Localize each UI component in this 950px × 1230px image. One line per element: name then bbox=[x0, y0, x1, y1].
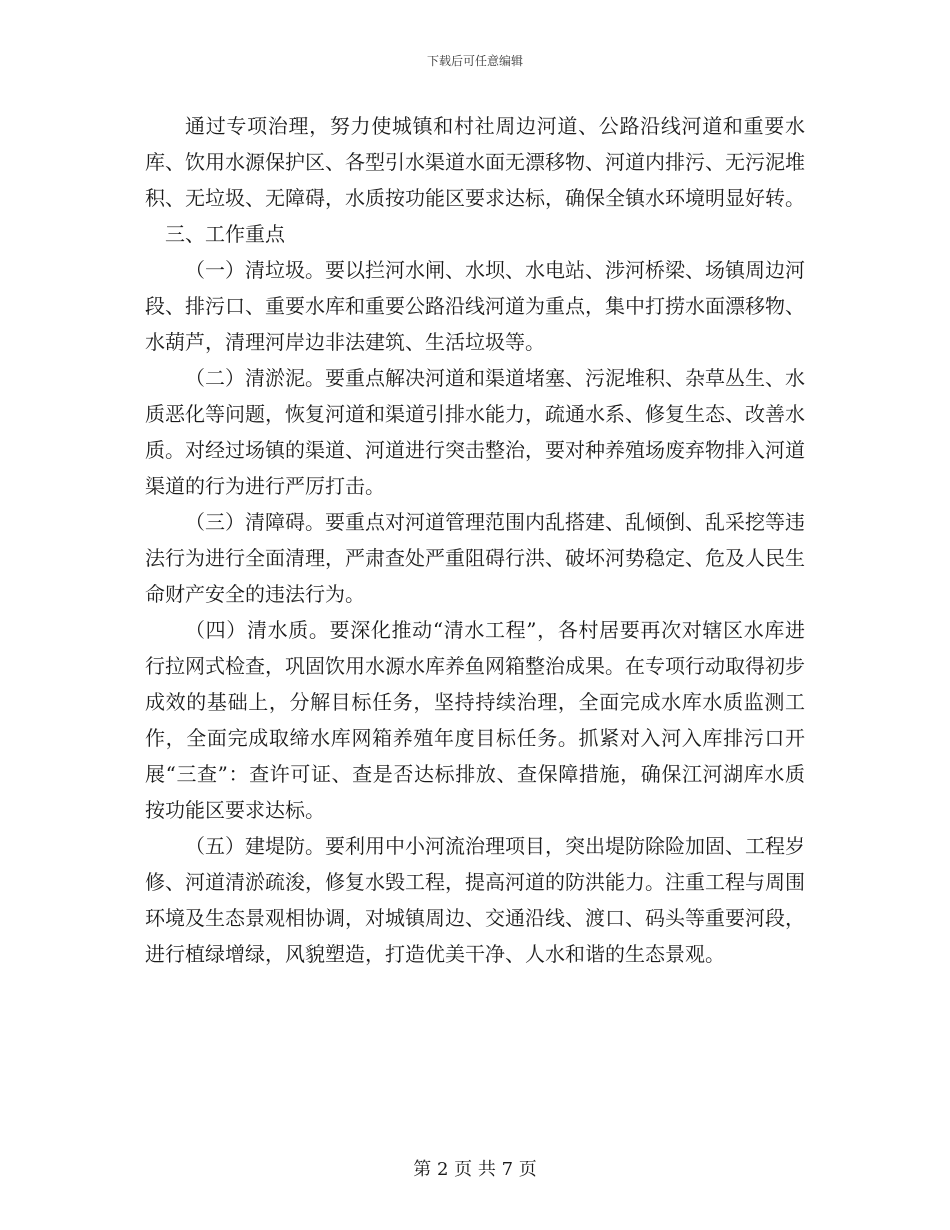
item-paragraph-3: （三）清障碍。要重点对河道管理范围内乱搭建、乱倾倒、乱采挖等违法行为进行全面清理，严肃查处严重阻碍行洪、破坏河势稳定、危及人民生命财产安全的违法行为。 bbox=[145, 510, 805, 606]
item-paragraph-4: （四）清水质。要深化推动“清水工程”，各村居要再次对辖区水库进行拉网式检查，巩固饮用水源水库养鱼网箱整治成果。在专项行动取得初步成效的基础上，分解目标任务，坚持持续治理，全面完成水库水质监测工作，全面完成取缔水库网箱养殖年度目标任务。抓紧对入河入库排污口开展“三查”：查许可证、查是否达标排放、查保障措施，确保江河湖库水质按功能区要求达标。 bbox=[145, 618, 805, 822]
item-paragraph-2: （二）清淤泥。要重点解决河道和渠道堵塞、污泥堆积、杂草丛生、水质恶化等问题，恢复河道和渠道引排水能力，疏通水系、修复生态、改善水质。对经过场镇的渠道、河道进行突击整治，要对种养殖场废弃物排入河道渠道的行为进行严厉打击。 bbox=[145, 366, 805, 498]
intro-paragraph: 通过专项治理，努力使城镇和村社周边河道、公路沿线河道和重要水库、饮用水源保护区、各型引水渠道水面无漂移物、河道内排污、无污泥堆积、无垃圾、无障碍，水质按功能区要求达标，确保全镇水环境明显好转。 bbox=[145, 114, 805, 210]
page-header-note: 下载后可任意编辑 bbox=[426, 54, 523, 68]
section-heading: 三、工作重点 bbox=[165, 222, 285, 246]
document-body bbox=[145, 108, 805, 972]
page-number: 第 2 页 共 7 页 bbox=[413, 1159, 537, 1180]
item-paragraph-1: （一）清垃圾。要以拦河水闸、水坝、水电站、涉河桥梁、场镇周边河段、排污口、重要水库和重要公路沿线河道为重点，集中打捞水面漂移物、水葫芦，清理河岸边非法建筑、生活垃圾等。 bbox=[145, 258, 805, 354]
item-paragraph-5: （五）建堤防。要利用中小河流治理项目，突出堤防除险加固、工程岁修、河道清淤疏浚，修复水毁工程，提高河道的防洪能力。注重工程与周围环境及生态景观相协调，对城镇周边、交通沿线、渡口、码头等重要河段，进行植绿增绿，风貌塑造，打造优美干净、人水和谐的生态景观。 bbox=[145, 834, 805, 966]
